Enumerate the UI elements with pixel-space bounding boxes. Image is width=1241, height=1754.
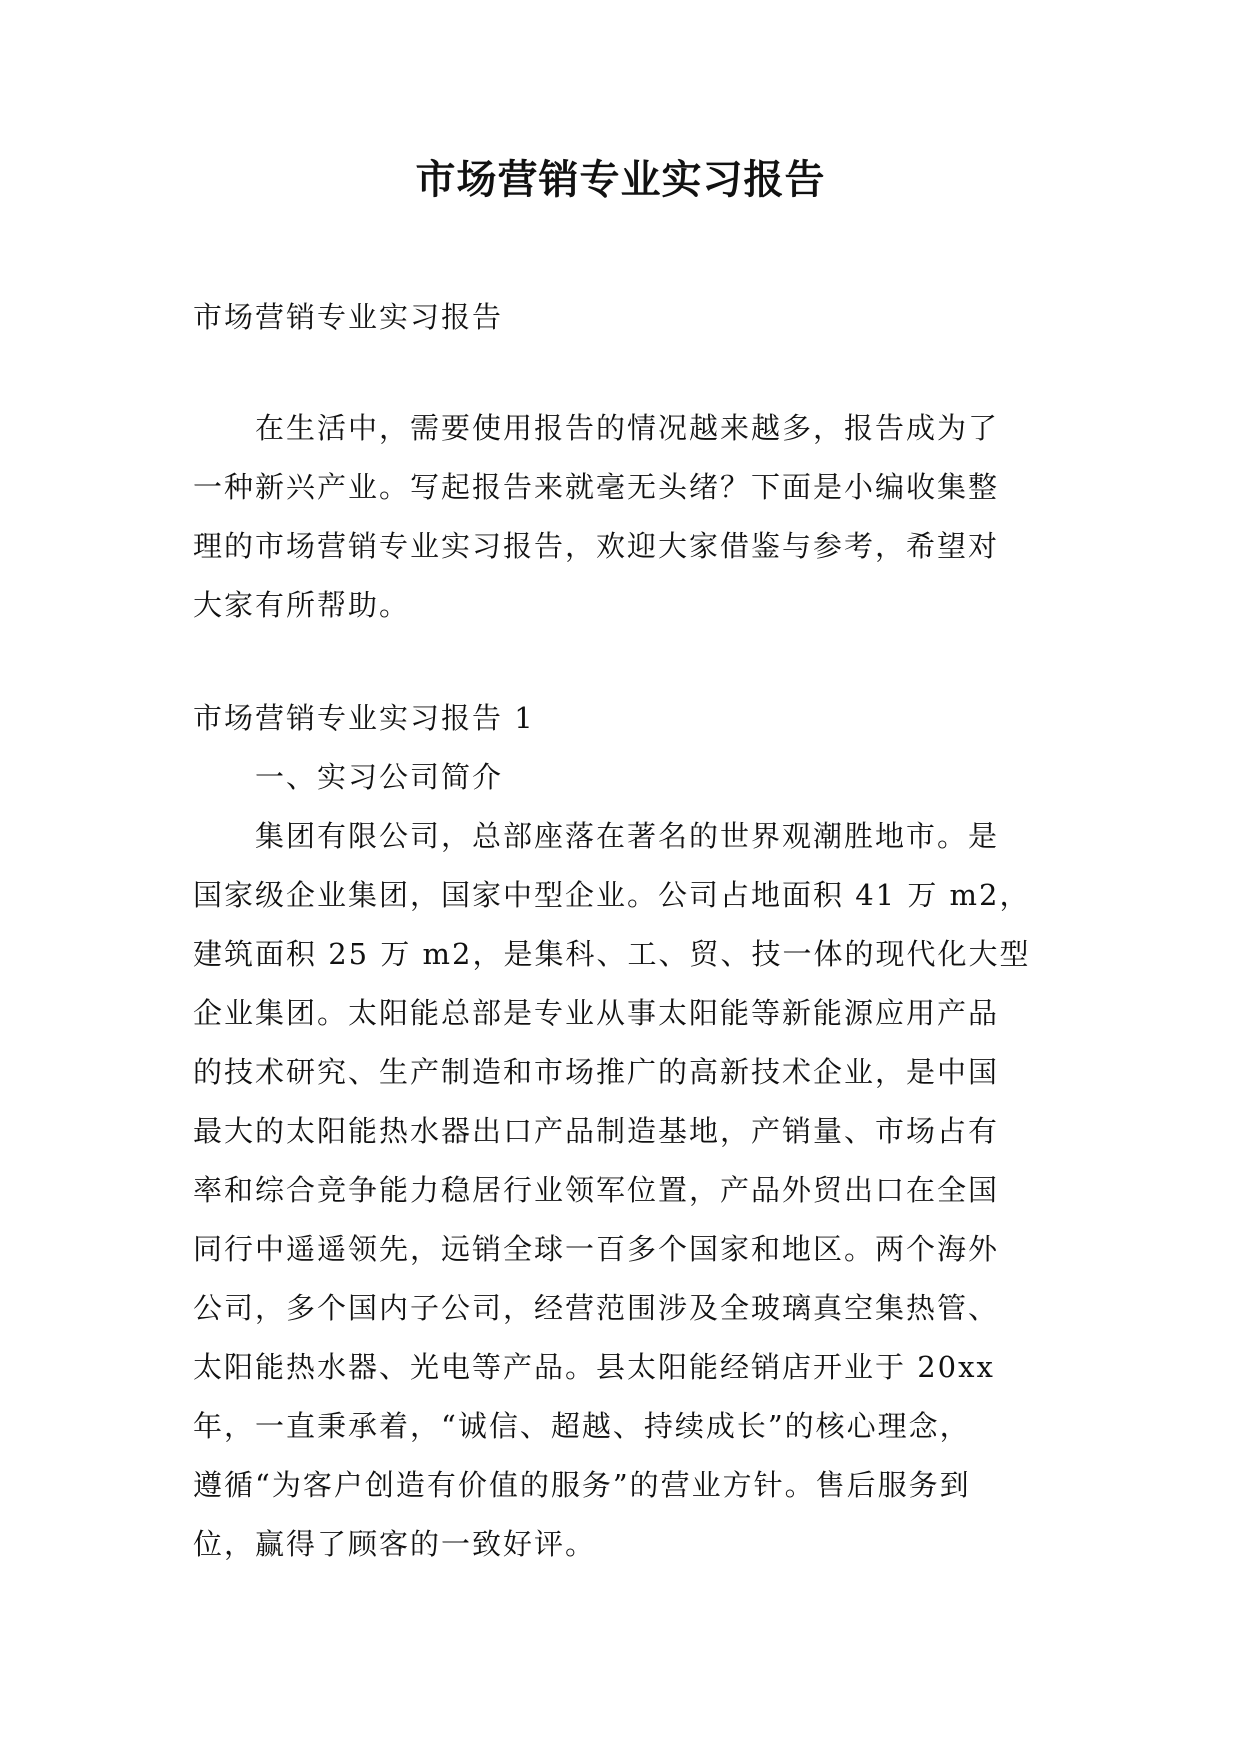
section-heading: 一、实习公司简介 bbox=[255, 760, 504, 794]
document-subtitle: 市场营销专业实习报告 bbox=[193, 300, 504, 334]
body-line: 企业集团。太阳能总部是专业从事太阳能等新能源应用产品 bbox=[193, 996, 1000, 1030]
body-line: 年，一直秉承着，“诚信、超越、持续成长”的核心理念， bbox=[193, 1409, 971, 1443]
body-line: 公司，多个国内子公司，经营范围涉及全玻璃真空集热管、 bbox=[193, 1291, 1000, 1325]
body-line: 最大的太阳能热水器出口产品制造基地，产销量、市场占有 bbox=[193, 1114, 1000, 1148]
body-line: 率和综合竞争能力稳居行业领军位置，产品外贸出口在全国 bbox=[193, 1173, 1000, 1207]
intro-line: 一种新兴产业。写起报告来就毫无头绪？下面是小编收集整 bbox=[193, 470, 1000, 504]
body-line: 建筑面积 25 万 m2，是集科、工、贸、技一体的现代化大型 bbox=[193, 937, 1031, 971]
body-line: 的技术研究、生产制造和市场推广的高新技术企业，是中国 bbox=[193, 1055, 1000, 1089]
intro-line: 在生活中，需要使用报告的情况越来越多，报告成为了 bbox=[255, 411, 1000, 445]
body-line: 遵循“为客户创造有价值的服务”的营业方针。售后服务到 bbox=[193, 1468, 971, 1502]
body-line: 太阳能热水器、光电等产品。县太阳能经销店开业于 20xx bbox=[193, 1350, 995, 1384]
document-title: 市场营销专业实习报告 bbox=[415, 156, 826, 203]
intro-line: 理的市场营销专业实习报告，欢迎大家借鉴与参考，希望对 bbox=[193, 529, 1000, 563]
body-line: 位，赢得了顾客的一致好评。 bbox=[193, 1527, 597, 1561]
section-title: 市场营销专业实习报告 1 bbox=[193, 701, 535, 735]
body-line: 同行中遥遥领先，远销全球一百多个国家和地区。两个海外 bbox=[193, 1232, 1000, 1266]
intro-line: 大家有所帮助。 bbox=[193, 588, 411, 622]
body-line: 国家级企业集团，国家中型企业。公司占地面积 41 万 m2， bbox=[193, 878, 1031, 912]
body-line: 集团有限公司，总部座落在著名的世界观潮胜地市。是 bbox=[255, 819, 1000, 853]
